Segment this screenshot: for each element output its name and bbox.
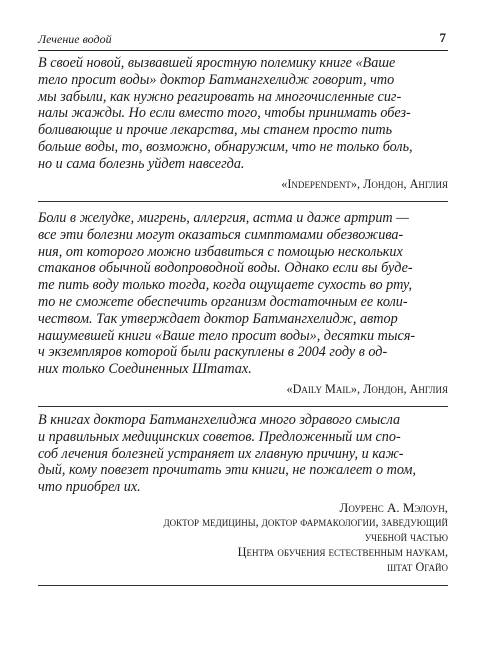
review-quote-2 bbox=[38, 210, 448, 378]
quote-line: то не сможете обеспечить организм достаточным ее коли- bbox=[38, 293, 408, 310]
source-line: «Daily Mail», Лондон, Англия bbox=[286, 382, 448, 396]
quote-line: соб лечения болезней устраняет их главную причину, и каж- bbox=[38, 445, 404, 462]
source-name: Лоуренс А. Мэлоун, bbox=[339, 500, 448, 515]
quote-line: налы жажды. Но если вместо того, чтобы принимать обез- bbox=[38, 105, 411, 122]
quote-line: но и сама болезнь уйдет навсегда. bbox=[38, 155, 245, 172]
source-line: штат Огайо bbox=[387, 560, 448, 574]
separator-line bbox=[38, 201, 448, 202]
source-line: учебной частью bbox=[364, 530, 448, 544]
separator-line bbox=[38, 406, 448, 407]
review-quote-1 bbox=[38, 55, 448, 173]
review-source-3 bbox=[164, 500, 448, 575]
quote-line: ния, от которого можно избавиться с помощью нескольких bbox=[38, 243, 403, 260]
review-source-1 bbox=[281, 177, 448, 192]
quote-line: чеством. Так утверждает доктор Батмангхелидж, автор bbox=[38, 310, 398, 327]
quote-line: ч экземпляров которой были раскуплены в 2004 году в од- bbox=[38, 344, 388, 361]
separator-line bbox=[38, 585, 448, 586]
running-title: Лечение водой bbox=[38, 32, 112, 46]
quote-line: дый, кому повезет прочитать эти книги, не пожалеет о том, bbox=[38, 462, 416, 479]
quote-line: В книгах доктора Батмангхелиджа много здравого смысла bbox=[38, 412, 401, 428]
page-header bbox=[38, 30, 448, 51]
quote-line: них только Соединенных Штатах. bbox=[38, 361, 252, 378]
review-quote-3 bbox=[38, 412, 448, 496]
quote-line: боливающие и прочие лекарства, мы станем просто пить bbox=[38, 122, 393, 139]
page-number: 7 bbox=[439, 30, 446, 45]
review-source-2 bbox=[287, 382, 448, 397]
quote-line: нашумевшей книги «Ваше тело просит воды», десятки тыся- bbox=[38, 327, 416, 344]
quote-line: Боли в желудке, мигрень, аллергия, астма и даже артрит — bbox=[38, 210, 409, 226]
quote-line: что приобрел их. bbox=[38, 479, 141, 496]
source-line: Центра обучения естественным наукам, bbox=[237, 545, 448, 559]
quote-line: тело просит воды» доктор Батмангхелидж говорит, что bbox=[38, 71, 395, 88]
source-line: доктор медицины, доктор фармакологии, заведующий bbox=[163, 515, 448, 529]
quote-line: мы забыли, как нужно реагировать на многочисленные сиг- bbox=[38, 88, 402, 105]
quote-line: больше воды, то, возможно, обнаружим, что не только боль, bbox=[38, 138, 413, 155]
quote-line: и правильных медицинских советов. Предложенный им спо- bbox=[38, 428, 401, 445]
quote-line: все эти болезни могут оказаться симптомами обезвожива- bbox=[38, 226, 404, 243]
quote-line: стаканов обычной водопроводной воды. Однако если вы буде- bbox=[38, 260, 413, 277]
source-line: «Independent», Лондон, Англия bbox=[281, 177, 448, 191]
quote-line: В своей новой, вызвавшей яростную полемику книге «Ваше bbox=[38, 55, 396, 71]
quote-line: те пить воду только тогда, когда ощущаете сухость во рту, bbox=[38, 277, 413, 294]
